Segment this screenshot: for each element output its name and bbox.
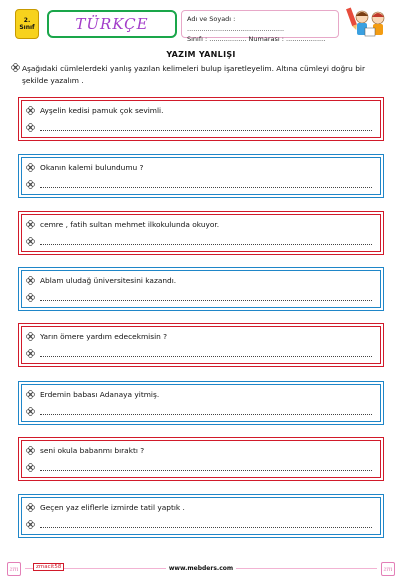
flower-icon — [26, 180, 35, 189]
flower-icon — [26, 463, 35, 472]
footer-site — [5, 565, 397, 572]
header — [5, 4, 397, 42]
footer-site-text: www.mebders.com — [166, 565, 236, 572]
grade-number: 2. — [23, 16, 31, 24]
question-sentence: Geçen yaz eliflerle izmirde tatil yaptık . — [40, 503, 185, 512]
question-sentence: Yarın ömere yardım edecekmisin ? — [40, 332, 168, 341]
flower-icon — [11, 63, 20, 72]
question-sentence: Ayşelin kedisi pamuk çok sevimli. — [40, 106, 164, 115]
question-box — [18, 437, 384, 481]
question-box — [18, 323, 384, 367]
flower-icon — [26, 390, 35, 399]
student-info-box — [181, 10, 339, 43]
grade-badge — [15, 9, 39, 39]
footer — [5, 562, 397, 576]
flower-icon — [26, 106, 35, 115]
flower-icon — [26, 407, 35, 416]
name-field-label: Adı ve Soyadı : ............................................... — [187, 15, 285, 33]
flower-icon — [26, 520, 35, 529]
answer-line[interactable] — [40, 470, 372, 471]
flower-icon — [26, 293, 35, 302]
flower-icon — [26, 332, 35, 341]
answer-line[interactable] — [40, 527, 372, 528]
zm-logo-right: zm — [381, 562, 395, 576]
answer-line[interactable] — [40, 244, 372, 245]
answer-line[interactable] — [40, 130, 372, 131]
flower-icon — [26, 503, 35, 512]
flower-icon — [26, 349, 35, 358]
question-box — [18, 211, 384, 255]
answer-line[interactable] — [40, 187, 372, 188]
question-box — [18, 494, 384, 538]
instruction-body: Aşağıdaki cümlelerdeki yanlış yazılan kelimeleri bulup işaretleyelim. Altına cümleyi doğru bir şekilde yazalım . — [22, 64, 365, 85]
instruction-text — [22, 63, 392, 87]
flower-icon — [26, 237, 35, 246]
question-sentence: Ablam uludağ üniversitesini kazandı. — [40, 276, 177, 285]
worksheet-heading: YAZIM YANLIŞI — [166, 50, 236, 59]
class-number-field-label: Sınıfı : .................. Numarası : ................... — [187, 35, 326, 43]
kids-illustration-icon — [345, 6, 391, 40]
question-sentence: seni okula babanmı bıraktı ? — [40, 446, 145, 455]
zm-logo-left: zm — [7, 562, 21, 576]
question-sentence: cemre , fatih sultan mehmet ilkokulunda okuyor. — [40, 220, 220, 229]
question-box — [18, 97, 384, 141]
question-box — [18, 154, 384, 198]
answer-line[interactable] — [40, 300, 372, 301]
question-sentence: Okanın kalemi bulundumu ? — [40, 163, 144, 172]
answer-line[interactable] — [40, 356, 372, 357]
question-box — [18, 267, 384, 311]
subject-title: TÜRKÇE — [75, 15, 149, 33]
grade-label: Sınıf — [19, 24, 35, 31]
question-sentence: Erdemin babası Adanaya yitmiş. — [40, 390, 160, 399]
flower-icon — [26, 220, 35, 229]
flower-icon — [26, 123, 35, 132]
answer-line[interactable] — [40, 414, 372, 415]
flower-icon — [26, 163, 35, 172]
question-box — [18, 381, 384, 425]
flower-icon — [26, 446, 35, 455]
flower-icon — [26, 276, 35, 285]
subject-title-box — [47, 10, 177, 38]
author-tag: zmacit58 — [33, 563, 64, 571]
